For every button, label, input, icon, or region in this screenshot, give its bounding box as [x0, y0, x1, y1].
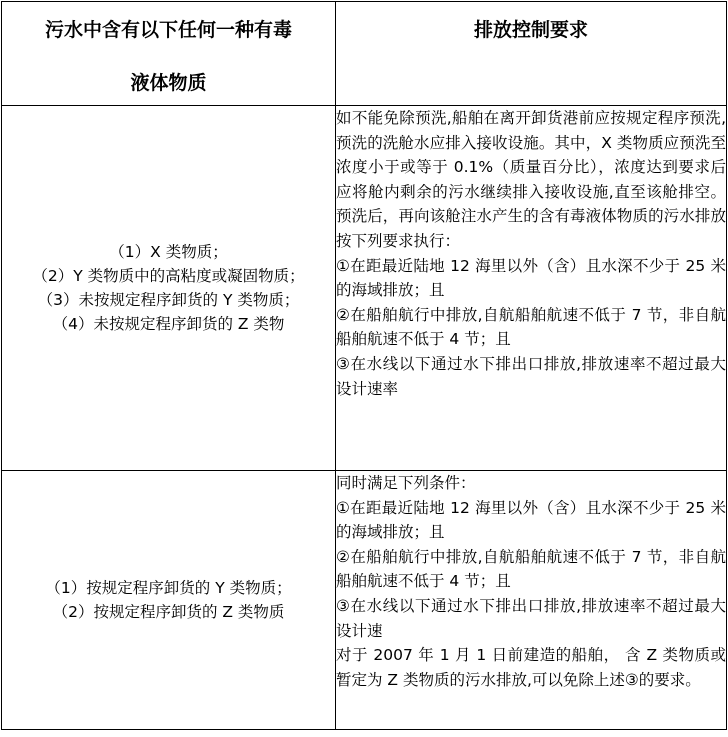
- substance-item: （4）未按规定程序卸货的 Z 类物: [52, 315, 285, 333]
- requirement-paragraph: ②在船舶航行中排放,自航船舶航速不低于 7 节，非自航船舶航速不低于 4 节；且: [336, 305, 726, 349]
- header-substances-line1: 污水中含有以下任何一种有毒: [44, 19, 292, 41]
- substance-item: （1）X 类物质；: [109, 243, 228, 261]
- header-requirements: [336, 2, 727, 106]
- requirement-paragraph: 对于 2007 年 1 月 1 日前建造的船舶， 含 Z 类物质或暂定为 Z 类物质的污水排放,可以免除上述③的要求。: [336, 646, 726, 689]
- header-substances: [2, 2, 336, 106]
- requirement-paragraph: 如不能免除预洗,船舶在离开卸货港前应按规定程序预洗,预洗的洗舱水应排入接收设施。其中，X 类物质应预洗至浓度小于或等于 0.1%（质量百分比），浓度达到要求后应将舱内剩余的污水继续排入接收设施,直至该舱排空。预洗后，再向该舱注水产生的含有毒液体物质的污水排放按下列要求执行：: [336, 109, 726, 250]
- requirement-paragraph: ③在水线以下通过水下排出口排放,排放速率不超过最大设计速: [336, 596, 726, 640]
- header-requirements-label: 排放控制要求: [473, 19, 588, 41]
- substances-cell: [2, 106, 336, 471]
- discharge-rules-table: [1, 1, 727, 730]
- substance-item: （3）未按规定程序卸货的 Y 类物质；: [37, 291, 300, 309]
- substances-cell: [2, 471, 336, 730]
- requirements-cell: [336, 106, 727, 471]
- header-substances-line2: 液体物质: [130, 72, 207, 94]
- requirement-paragraph: ①在距最近陆地 12 海里以外（含）且水深不少于 25 米的海域排放；且: [336, 498, 726, 542]
- substance-item: （1）按规定程序卸货的 Y 类物质；: [45, 579, 292, 597]
- table-row: [2, 106, 727, 471]
- substance-item: （2）Y 类物质中的高粘度或凝固物质；: [32, 267, 305, 285]
- table-header-row: [2, 2, 727, 106]
- requirement-paragraph: ②在船舶航行中排放,自航船舶航速不低于 7 节，非自航船舶航速不低于 4 节；且: [336, 547, 726, 591]
- requirement-paragraph: ①在距最近陆地 12 海里以外（含）且水深不少于 25 米的海域排放；且: [336, 256, 726, 300]
- requirement-paragraph: ③在水线以下通过水下排出口排放,排放速率不超过最大设计速率: [336, 354, 726, 398]
- requirements-cell: [336, 471, 727, 730]
- substance-item: （2）按规定程序卸货的 Z 类物质: [52, 603, 285, 621]
- requirement-paragraph: 同时满足下列条件：: [336, 474, 476, 492]
- table-row: [2, 471, 727, 730]
